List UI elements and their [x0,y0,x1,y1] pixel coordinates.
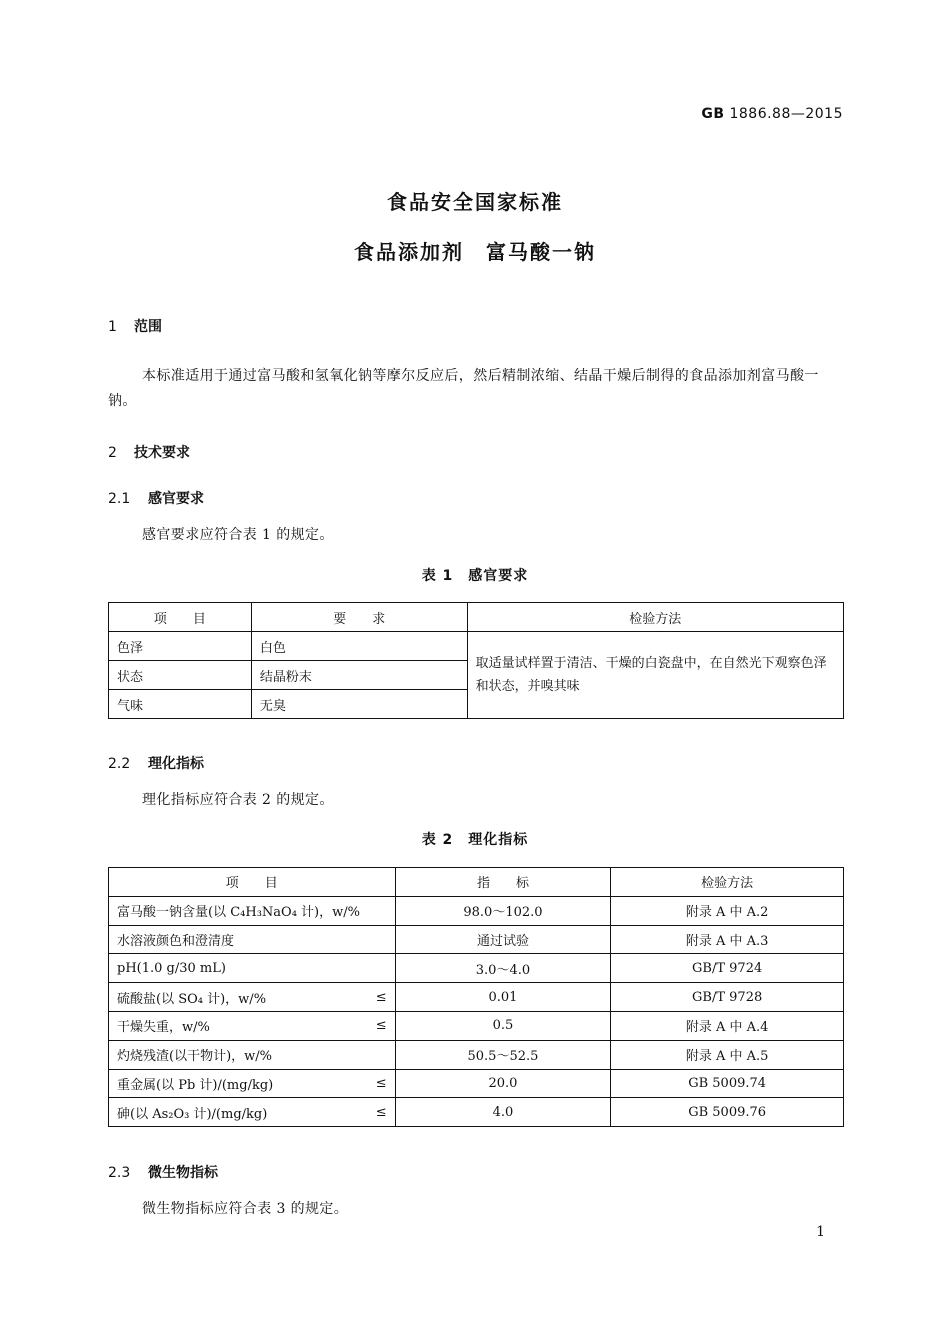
item-label: 水溶液颜色和澄清度 [117,933,235,949]
table-cell-value: 3.0～4.0 [395,954,611,983]
section-2-heading [108,442,190,462]
section-1-heading [108,316,162,336]
section-2-1-text: 感官要求应符合表 1 的规定。 [142,527,334,543]
section-2-3-text: 微生物指标应符合表 3 的规定。 [142,1201,349,1217]
table-cell-method: 取适量试样置于清洁、干燥的白瓷盘中，在自然光下观察色泽和状态，并嗅其味 [467,632,843,719]
less-equal-sign: ≤ [375,1075,387,1091]
table-cell-method: 附录 A 中 A.4 [611,1011,844,1040]
section-title: 理化指标 [148,756,204,772]
table-header-cell: 项 目 [109,868,396,897]
table-row [109,954,844,983]
table-cell-requirement: 无臭 [251,690,467,719]
less-equal-sign: ≤ [375,1104,387,1120]
document-title: 食品安全国家标准 [387,190,563,214]
table-cell-item [109,896,396,925]
standard-code-number: 1886.88—2015 [729,106,843,122]
table-cell-value: 通过试验 [395,925,611,954]
table-cell-method: 附录 A 中 A.5 [611,1040,844,1069]
table-header-row [109,868,844,897]
item-label: 硫酸盐(以 SO₄ 计)，w/% [117,991,267,1007]
table-header-cell: 要 求 [251,603,467,632]
table-cell-value: 98.0～102.0 [395,896,611,925]
section-1-text: 本标准适用于通过富马酸和氢氧化钠等摩尔反应后，然后精制浓缩、结晶干燥后制得的食品添加剂富马酸一钠。 [108,368,819,409]
table-cell-item: 气味 [109,690,252,719]
item-label: pH(1.0 g/30 mL) [117,960,226,976]
table-row [109,896,844,925]
document-subtitle: 食品添加剂 富马酸一钠 [354,240,596,264]
table-row [109,983,844,1012]
section-title: 微生物指标 [148,1165,218,1181]
table-cell-item [109,1040,396,1069]
table-cell-value: 50.5～52.5 [395,1040,611,1069]
section-number: 2.2 [108,756,131,772]
table-cell-value: 0.5 [395,1011,611,1040]
table-row [109,1069,844,1098]
table-row [109,1011,844,1040]
table-cell-value: 0.01 [395,983,611,1012]
less-equal-sign: ≤ [375,1018,387,1034]
table-cell-method: GB/T 9724 [611,954,844,983]
table-cell-value: 4.0 [395,1098,611,1127]
table-cell-item [109,1069,396,1098]
section-2-1-heading [108,488,204,508]
standard-code-prefix: GB [701,106,725,122]
table-cell-item [109,983,396,1012]
table-physicochemical-indices [108,867,844,1127]
section-2-3-heading [108,1162,218,1182]
table-cell-item [109,925,396,954]
page-number: 1 [816,1224,825,1240]
item-label: 重金属(以 Pb 计)/(mg/kg) [117,1077,274,1093]
section-title: 技术要求 [134,445,190,461]
table-header-cell: 指 标 [395,868,611,897]
table-header-cell: 项 目 [109,603,252,632]
table-cell-item: 状态 [109,661,252,690]
table-row [109,632,844,661]
table-header-cell: 检验方法 [467,603,843,632]
section-title: 范围 [134,319,162,335]
table-cell-item [109,954,396,983]
standard-code [701,106,843,122]
item-label: 富马酸一钠含量(以 C₄H₃NaO₄ 计)，w/% [117,905,360,921]
table-row [109,925,844,954]
section-2-2-text: 理化指标应符合表 2 的规定。 [142,792,334,808]
table-cell-method: GB 5009.74 [611,1069,844,1098]
table-cell-item [109,1011,396,1040]
table-cell-method: 附录 A 中 A.3 [611,925,844,954]
section-number: 2.3 [108,1165,131,1181]
table-cell-method: GB/T 9728 [611,983,844,1012]
table-header-cell: 检验方法 [611,868,844,897]
table-cell-requirement: 白色 [251,632,467,661]
table-cell-method: 附录 A 中 A.2 [611,896,844,925]
section-title: 感官要求 [148,491,204,507]
table-row [109,1040,844,1069]
table-cell-method: GB 5009.76 [611,1098,844,1127]
less-equal-sign: ≤ [375,989,387,1005]
item-label: 灼烧残渣(以干物计)，w/% [117,1049,273,1065]
table-2-caption: 表 2 理化指标 [421,832,529,848]
item-label: 砷(以 As₂O₃ 计)/(mg/kg) [117,1106,268,1122]
table-cell-item [109,1098,396,1127]
section-number: 2 [108,445,117,461]
table-cell-item: 色泽 [109,632,252,661]
table-row [109,1098,844,1127]
table-sensory-requirements [108,602,844,719]
item-label: 干燥失重，w/% [117,1020,210,1036]
table-cell-value: 20.0 [395,1069,611,1098]
table-1-caption: 表 1 感官要求 [421,568,529,584]
section-number: 1 [108,319,117,335]
table-header-row [109,603,844,632]
section-2-2-heading [108,753,204,773]
table-cell-requirement: 结晶粉末 [251,661,467,690]
section-number: 2.1 [108,491,131,507]
